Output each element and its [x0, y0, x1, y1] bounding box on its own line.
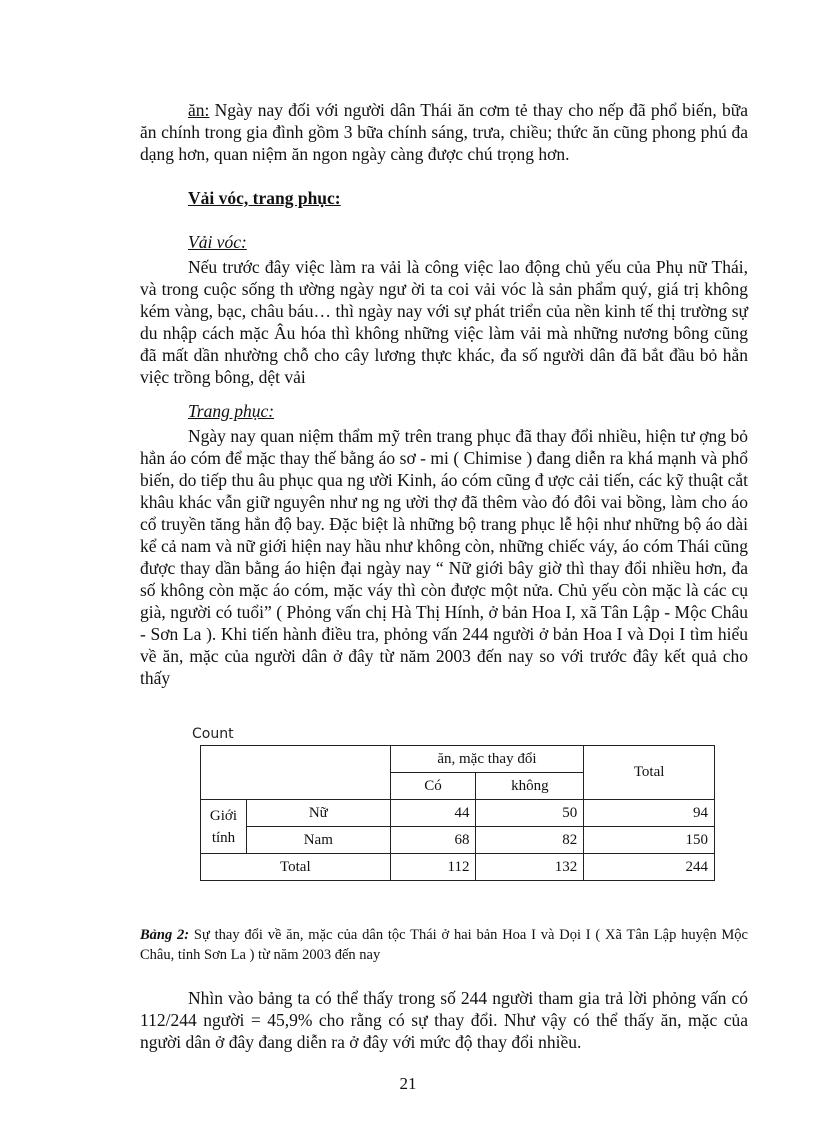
- table-cell: 50: [476, 800, 584, 827]
- table-cell: 112: [390, 854, 476, 881]
- an-text: Ngày nay đối với người dân Thái ăn cơm tẻ thay cho nếp đã phổ biến, bữa ăn chính trong gia đình gồm 3 bữa chính sáng, trưa, chiều; thức ăn cũng phong phú đa dạng hơn, quan niệm ăn ngon ngày càng được chú trọng hơn.: [140, 100, 748, 164]
- table-cell: 132: [476, 854, 584, 881]
- table-row: [201, 800, 715, 827]
- table-cell: 94: [584, 800, 715, 827]
- table-row-label: Nam: [246, 827, 390, 854]
- table-header-co: Có: [390, 773, 476, 800]
- table-corner-cell: [201, 746, 391, 800]
- table-cell: 44: [390, 800, 476, 827]
- table-cell: 68: [390, 827, 476, 854]
- table-row-label: Nữ: [246, 800, 390, 827]
- table-group-header: ăn, mặc thay đổi: [390, 746, 584, 773]
- subheading-vai-voc: Vải vóc:: [188, 232, 247, 252]
- table-header-total: Total: [584, 746, 715, 800]
- table-row-group-label: Giới tính: [201, 800, 247, 854]
- section-heading: [188, 187, 341, 209]
- caption-text: Sự thay đổi về ăn, mặc của dân tộc Thái ở hai bản Hoa I và Dọi I ( Xã Tân Lập huyện Mộc Châu, tỉnh Sơn La ) từ năm 2003 đến nay: [140, 927, 748, 963]
- table-caption: [140, 925, 748, 965]
- table-cell: 150: [584, 827, 715, 854]
- table-header-row-1: [201, 746, 715, 773]
- table-header-khong: không: [476, 773, 584, 800]
- table-total-row: [201, 854, 715, 881]
- caption-label: Bảng 2:: [140, 927, 190, 943]
- table-cell: 244: [584, 854, 715, 881]
- table-count-label: Count: [192, 726, 234, 742]
- table-cell: 82: [476, 827, 584, 854]
- table-total-label: Total: [201, 854, 391, 881]
- paragraph-trang-phuc: Ngày nay quan niệm thẩm mỹ trên trang phục đã thay đổi nhiều, hiện tư ợng bỏ hẳn áo cóm để mặc thay thế bằng áo sơ - mi ( Chimise ) đang diễn ra khá mạnh và phổ biến, do tiếp thu âu phục qua ng ười Kinh, áo cóm cũng đ ược cải tiến, các kỹ thuật cắt khâu khác vẫn giữ nguyên như ng ng ười thợ đã thêm vào đó đôi vai bồng, làm cho áo cổ truyền tăng hẳn độ bay. Đặc biệt là những bộ trang phục lễ hội như những bộ áo dài kể cả nam và nữ giới hiện nay hầu như không còn, những chiếc váy, áo cóm Thái cũng được thay dần bằng áo hiện đại ngày nay “ Nữ giới bây giờ thì thay đổi nhiều hơn, đa số không còn mặc áo cóm, mặc váy thì còn được một nửa. Chủ yếu còn mặc là các cụ già, người có tuổi” ( Phỏng vấn chị Hà Thị Hính, ở bản Hoa I, xã Tân Lập - Mộc Châu - Sơn La ). Khi tiến hành điều tra, phỏng vấn 244 người ở bản Hoa I và Dọi I tìm hiểu về ăn, mặc của người dân ở đây từ năm 2003 đến nay so với trước đây kết quả cho thấy: [140, 426, 748, 688]
- paragraph-vai-voc: Nếu trước đây việc làm ra vải là công việc lao động chủ yếu của Phụ nữ Thái, và trong cuộc sống th ường ngày ngư ời ta coi vải vóc là sản phẩm quý, giá trị không kém vàng, bạc, châu báu… thì ngày nay với sự phát triển của nền kinh tế thị trường sự du nhập cách mặc Âu hóa thì không những việc làm vải mà những nương bông cũng đã mất dần nhường chỗ cho cây lương thực khác, đa số người dân đã bắt đầu bỏ hẳn việc trồng bông, dệt vải: [140, 257, 748, 387]
- paragraph-conclusion: Nhìn vào bảng ta có thể thấy trong số 244 người tham gia trả lời phỏng vấn có 112/244 người = 45,9% cho rằng có sự thay đổi. Như vậy có thể thấy ăn, mặc của người dân ở đây đang diễn ra ở đây với mức độ thay đổi nhiều.: [140, 988, 748, 1052]
- heading-vai-voc: Vải vóc, trang phục:: [188, 188, 341, 208]
- crosstab-table: [200, 745, 715, 881]
- page-number: 21: [399, 1074, 417, 1093]
- subheading-vai-voc-wrap: [188, 231, 247, 253]
- subheading-trang-phuc: Trang phục:: [188, 401, 275, 421]
- table-row: [201, 827, 715, 854]
- paragraph-an: [140, 99, 748, 165]
- an-lead: ăn:: [188, 100, 210, 120]
- subheading-trang-phuc-wrap: [188, 400, 274, 422]
